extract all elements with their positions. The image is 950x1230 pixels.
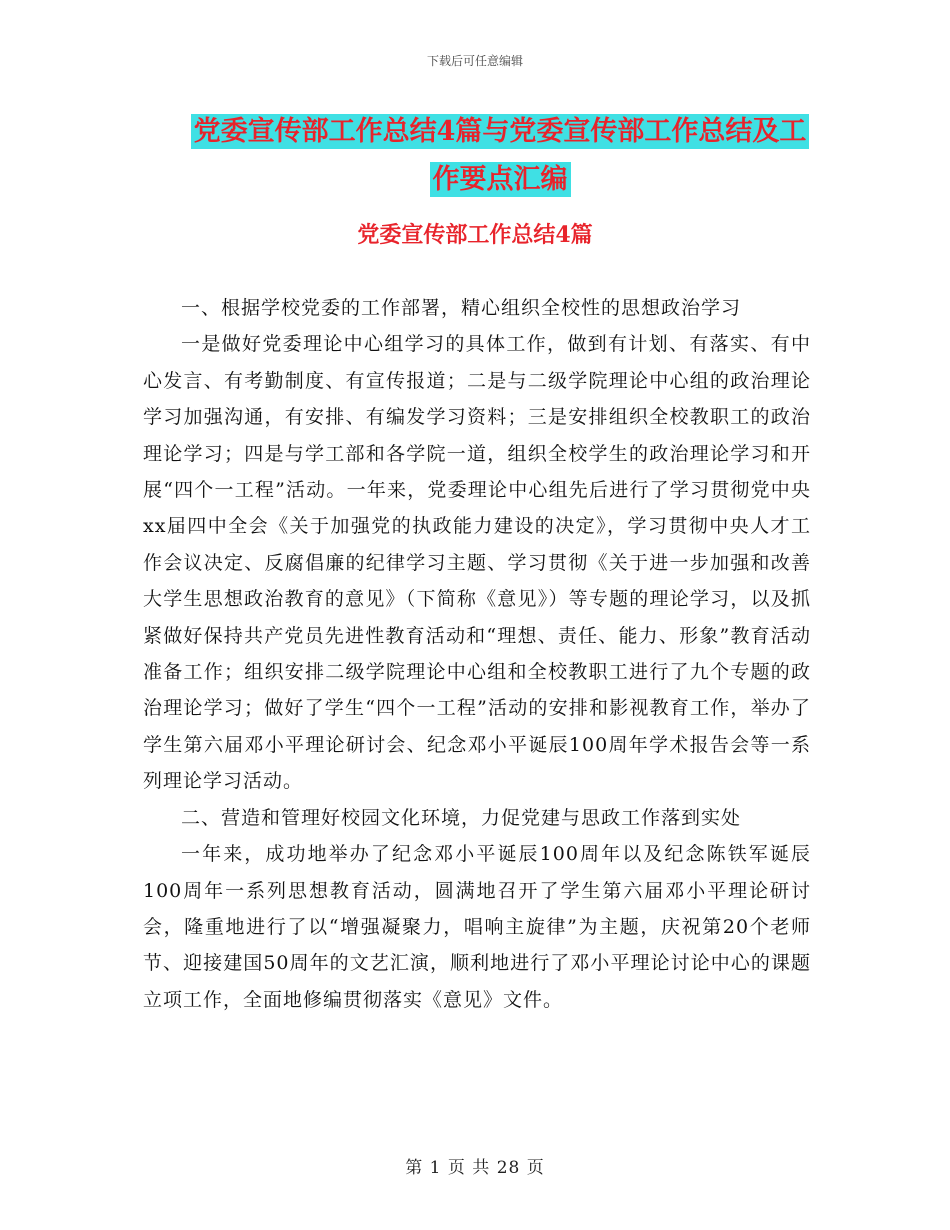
section-title: 党委宣传部工作总结4篇 — [357, 222, 593, 248]
paragraph-heading-2: 二、营造和管理好校园文化环境，力促党建与思政工作落到实处 — [181, 806, 742, 829]
header-note: 下载后可任意编辑 — [426, 54, 523, 68]
paragraph-1: 一是做好党委理论中心组学习的具体工作，做到有计划、有落实、有中心发言、有考勤制度、有宣传报道；二是与二级学院理论中心组的政治理论学习加强沟通，有安排、有编发学习资料；三是安排组织全校教职工的政治理论学习；四是与学工部和各学院一道，组织全校学生的政治理论学习和开展“四个一工程”活动。一年来，党委理论中心组先后进行了学习贯彻党中央xx届四中全会《关于加强党的执政能力建设的决定》，学习贯彻中央人才工作会议决定、反腐倡廉的纪律学习主题、学习贯彻《关于进一步加强和改善大学生思想政治教育的意见》（下简称《意见》）等专题的理论学习，以及抓紧做好保持共产党员先进性教育活动和“理想、责任、能力、形象”教育活动准备工作；组织安排二级学院理论中心组和全校教职工进行了九个专题的政治理论学习；做好了学生“四个一工程”活动的安排和影视教育工作，举办了学生第六届邓小平理论研讨会、纪念邓小平诞辰100周年学术报告会等一系列理论学习活动。 — [143, 333, 811, 793]
paragraph-2: 一年来，成功地举办了纪念邓小平诞辰100周年以及纪念陈铁军诞辰100周年一系列思想教育活动，圆满地召开了学生第六届邓小平理论研讨会，隆重地进行了以“增强凝聚力，唱响主旋律”为主题，庆祝第20个老师节、迎接建国50周年的文艺汇演，顺利地进行了邓小平理论讨论中心的课题立项工作，全面地修编贯彻落实《意见》文件。 — [143, 843, 811, 1011]
document-title — [180, 108, 820, 204]
paragraph-heading-1: 一、根据学校党委的工作部署，精心组织全校性的思想政治学习 — [181, 297, 742, 319]
document-title-line-1: 党委宣传部工作总结4篇与党委宣传部工作总结及工 — [191, 114, 810, 149]
document-title-line-2: 作要点汇编 — [430, 162, 571, 197]
page-footer: 第 1 页 共 28 页 — [405, 1158, 545, 1178]
document-body — [143, 290, 811, 1018]
